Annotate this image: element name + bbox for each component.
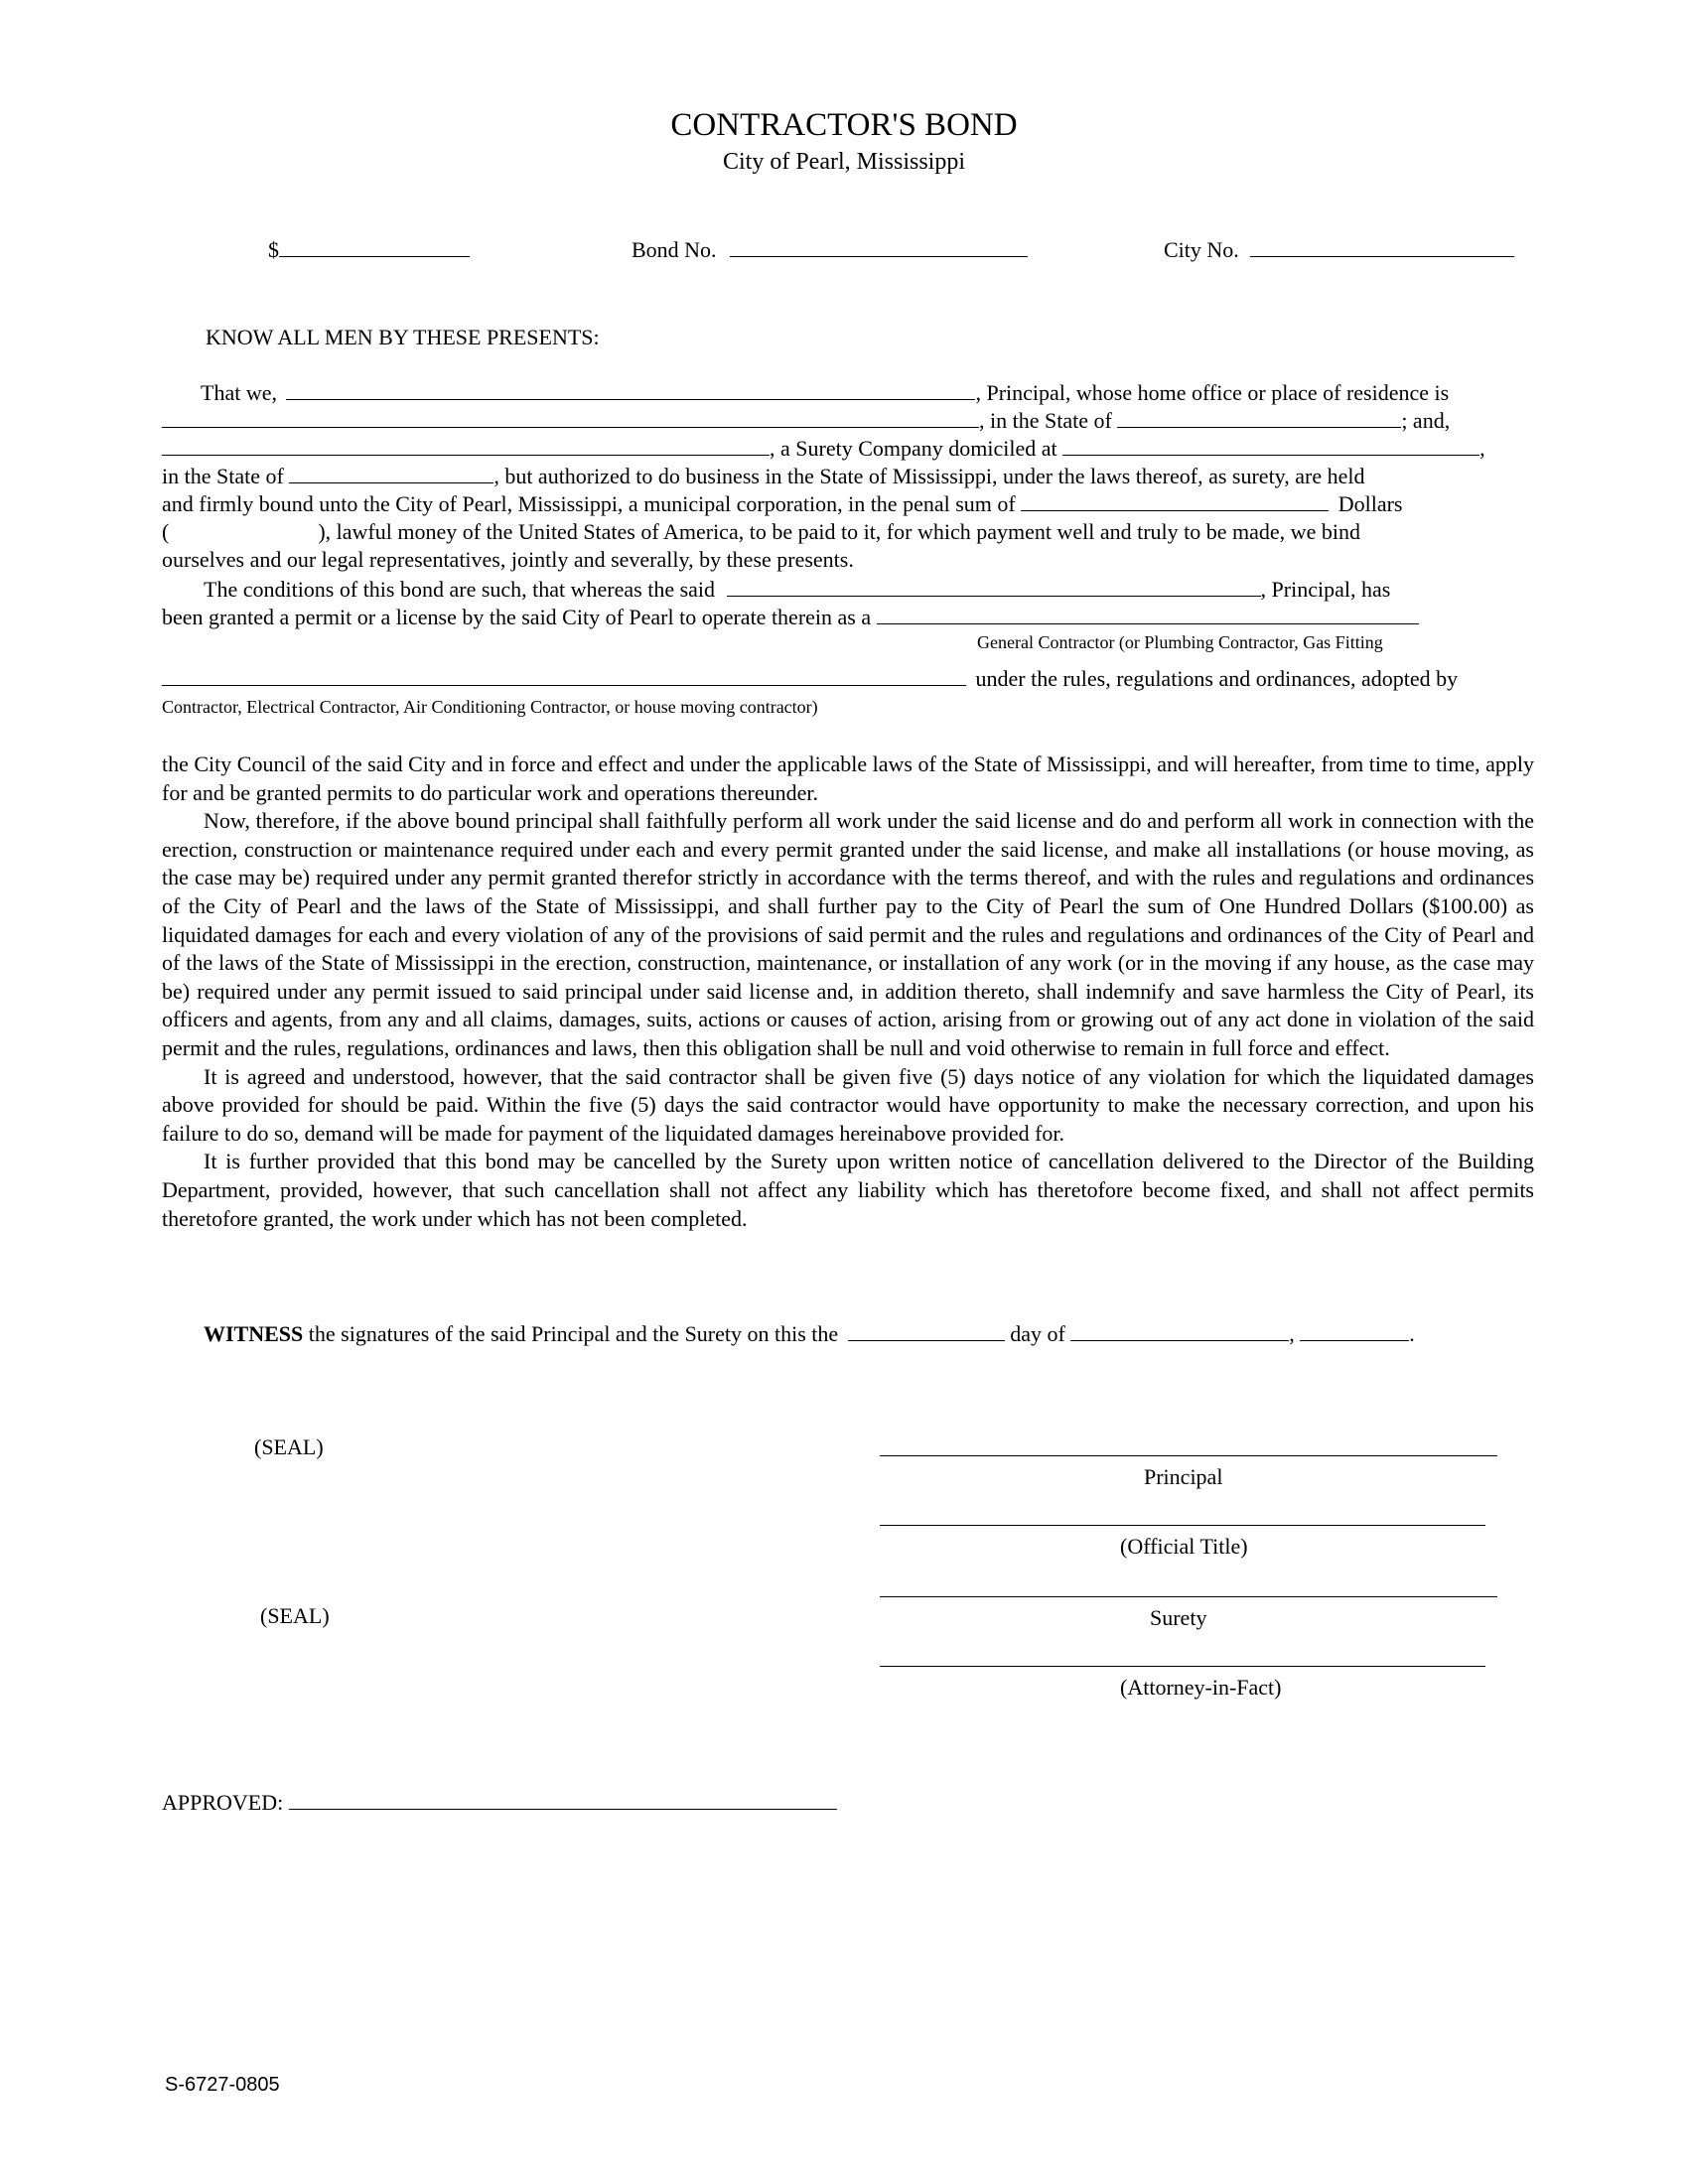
conditions-line-1 bbox=[204, 576, 1390, 604]
surety-domicile-blank[interactable] bbox=[1062, 437, 1479, 456]
witness-bold: WITNESS bbox=[204, 1321, 304, 1346]
official-title-line[interactable] bbox=[880, 1525, 1485, 1526]
amount-field[interactable] bbox=[268, 236, 470, 264]
witness-comma: , bbox=[1289, 1321, 1295, 1346]
conditions-line-3 bbox=[162, 665, 1458, 693]
body-paragraph-2: Now, therefore, if the above bound principal shall faithfully perform all work under the said license and do and perform all work in connection with the erection, construction or maintenance required under each and every permit granted under the said license, and make all installations (or house moving, as the case may be) required under any permit granted therefor strictly in accordance with the terms thereof, and with the rules and regulations and ordinances of the City of Pearl and the laws of the State of Mississippi, and shall further pay to the City of Pearl the sum of One Hundred Dollars ($100.00) as liquidated damages for each and every violation of any of the provisions of said permit and the rules and regulations and ordinances of the City of Pearl and of the laws of the State of Mississippi in the erection, construction, maintenance, or installation of any work (or in the moving if any house, as the case may be) required under any permit issued to said principal under said license and, in addition thereto, shall indemnify and save harmless the City of Pearl, its officers and agents, from any and all claims, damages, suits, actions or causes of action, arising from or growing out of any act done in violation of the said permit and the rules, regulations, ordinances and laws, then this obligation shall be null and void otherwise to remain in full force and effect. bbox=[162, 808, 1534, 1060]
bond-no-field[interactable] bbox=[632, 236, 1028, 264]
contractor-type-caption-1: General Contractor (or Plumbing Contractor, Gas Fitting bbox=[977, 632, 1383, 652]
conditions-line-2 bbox=[162, 604, 1419, 631]
permit-text: been granted a permit or a license by the said City of Pearl to operate therein as a bbox=[162, 605, 872, 629]
page-title: CONTRACTOR'S BOND bbox=[670, 107, 1018, 143]
approved-blank[interactable] bbox=[289, 1791, 837, 1810]
amount-blank[interactable] bbox=[279, 238, 470, 257]
binding-line-6 bbox=[162, 518, 1360, 546]
residence-blank[interactable] bbox=[162, 409, 979, 428]
line4-text: , but authorized to do business in the State of Mississippi, under the laws thereof, as surety, are held bbox=[493, 464, 1365, 488]
binding-line-2 bbox=[162, 407, 1450, 435]
penal-sum-words-blank[interactable] bbox=[1021, 492, 1329, 511]
bond-no-label: Bond No. bbox=[632, 237, 717, 262]
witness-text: the signatures of the said Principal and the Surety on this the bbox=[308, 1321, 839, 1346]
witness-month-blank[interactable] bbox=[1070, 1322, 1289, 1341]
body-text bbox=[162, 751, 1534, 1233]
binding-line-5 bbox=[162, 490, 1402, 518]
surety-name-blank[interactable] bbox=[162, 437, 770, 456]
approved-line bbox=[162, 1789, 837, 1817]
binding-line-1 bbox=[201, 379, 1449, 407]
binding-line-3 bbox=[162, 435, 1485, 463]
surety-state-label: in the State of bbox=[162, 464, 284, 488]
dollars-label: Dollars bbox=[1337, 491, 1403, 516]
day-of-label: day of bbox=[1010, 1321, 1065, 1346]
contractor-type-blank[interactable] bbox=[877, 606, 1419, 624]
principal-state-blank[interactable] bbox=[1117, 409, 1401, 428]
body-paragraph-4: It is further provided that this bond may be cancelled by the Surety upon written notice of cancellation delivered to the Director of the Building Department, provided, however, that such cancellation shall not affect any liability which has theretofore become fixed, and shall not affect permits theretofore granted, the work under which has not been completed. bbox=[162, 1149, 1534, 1231]
principal-label: Principal bbox=[1144, 1464, 1223, 1489]
conditions-text: The conditions of this bond are such, that whereas the said bbox=[204, 577, 716, 602]
in-state-of-label: , in the State of bbox=[979, 408, 1112, 433]
body-paragraph-3: It is agreed and understood, however, that the said contractor shall be given five (5) days notice of any violation for which the liquidated damages above provided for should be paid. Within the five (5) days the said contractor would have opportunity to make the necessary correction, and upon his failure to do so, demand will be made for payment of the liquidated damages hereinabove provided for. bbox=[162, 1063, 1534, 1146]
conditions-principal-blank[interactable] bbox=[727, 578, 1261, 597]
and-label: ; and, bbox=[1401, 408, 1451, 433]
surety-signature-line[interactable] bbox=[880, 1596, 1497, 1597]
bond-no-blank[interactable] bbox=[730, 238, 1028, 257]
witness-period: . bbox=[1409, 1321, 1415, 1346]
rules-text: under the rules, regulations and ordinances, adopted by bbox=[975, 666, 1459, 691]
surety-domiciled-label: , a Surety Company domiciled at bbox=[770, 436, 1057, 461]
that-we-label: That we, bbox=[201, 380, 277, 405]
contractor-type-blank-2[interactable] bbox=[162, 667, 966, 686]
comma: , bbox=[1479, 436, 1485, 461]
witness-line bbox=[204, 1320, 1415, 1348]
open-paren: ( bbox=[162, 519, 170, 544]
city-no-blank[interactable] bbox=[1250, 238, 1514, 257]
line5-text: and firmly bound unto the City of Pearl, Mississippi, a municipal corporation, in the penal sum of bbox=[162, 491, 1016, 516]
surety-label: Surety bbox=[1150, 1605, 1207, 1630]
page-subtitle: City of Pearl, Mississippi bbox=[722, 149, 966, 175]
official-title-label: (Official Title) bbox=[1120, 1534, 1248, 1559]
attorney-signature-line[interactable] bbox=[880, 1666, 1485, 1667]
binding-line-7: ourselves and our legal representatives, jointly and severally, by these presents. bbox=[162, 547, 854, 572]
witness-day-blank[interactable] bbox=[848, 1322, 1005, 1341]
surety-state-blank[interactable] bbox=[289, 465, 493, 483]
seal-2: (SEAL) bbox=[260, 1603, 330, 1628]
attorney-label: (Attorney-in-Fact) bbox=[1120, 1675, 1282, 1700]
principal-has-label: , Principal, has bbox=[1260, 577, 1391, 602]
witness-year-blank[interactable] bbox=[1300, 1322, 1409, 1341]
principal-name-blank[interactable] bbox=[286, 381, 975, 400]
principal-signature-line[interactable] bbox=[880, 1455, 1497, 1456]
form-number: S-6727-0805 bbox=[165, 2074, 280, 2096]
intro-heading: KNOW ALL MEN BY THESE PRESENTS: bbox=[206, 325, 600, 349]
body-paragraph-1: the City Council of the said City and in force and effect and under the applicable laws of the State of Mississippi, and will hereafter, from time to time, apply for and be granted permits to do particular work and operations thereunder. bbox=[162, 751, 1534, 805]
city-no-field[interactable] bbox=[1164, 236, 1514, 264]
contractor-type-caption-2: Contractor, Electrical Contractor, Air Conditioning Contractor, or house moving contractor) bbox=[162, 697, 818, 717]
approved-label: APPROVED: bbox=[162, 1790, 284, 1815]
dollar-label: $ bbox=[268, 237, 279, 262]
binding-line-4 bbox=[162, 463, 1365, 490]
city-no-label: City No. bbox=[1164, 237, 1239, 262]
seal-1: (SEAL) bbox=[254, 1434, 324, 1459]
principal-text: , Principal, whose home office or place of residence is bbox=[975, 380, 1450, 405]
line6-text: ), lawful money of the United States of America, to be paid to it, for which payment well and truly to be made, we bind bbox=[318, 519, 1360, 544]
